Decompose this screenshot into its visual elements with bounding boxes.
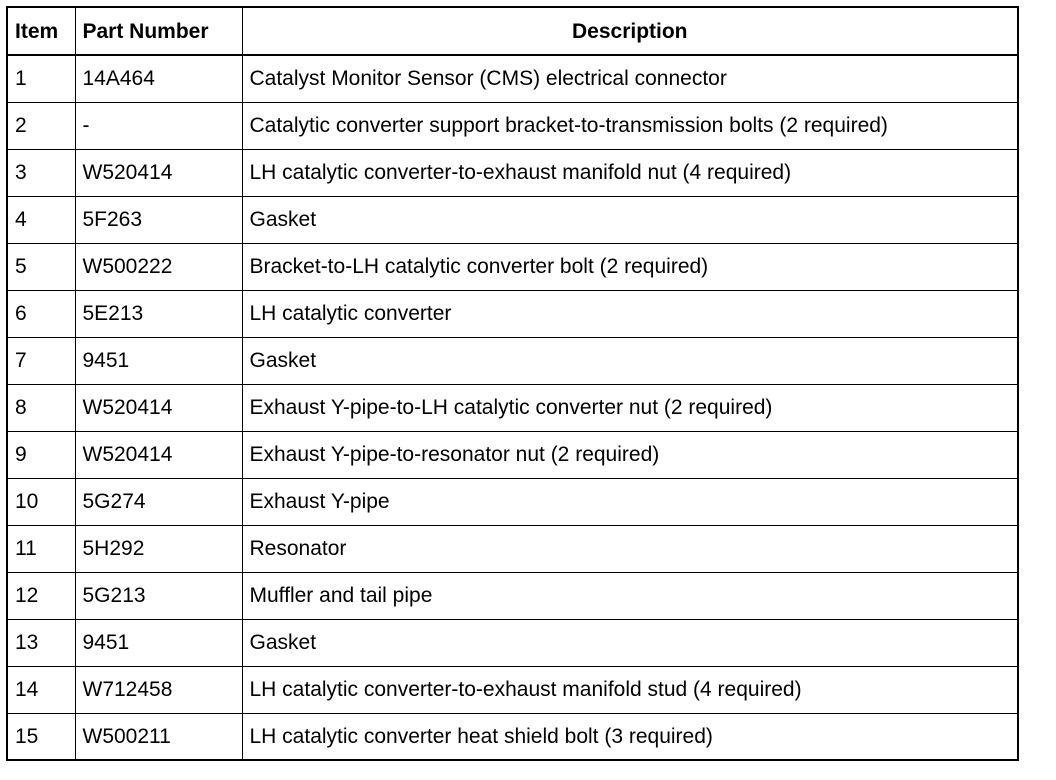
parts-table bbox=[6, 6, 1019, 761]
part-number-cell: 5G274 bbox=[75, 478, 242, 525]
part-number-cell: 5H292 bbox=[75, 525, 242, 572]
table-row bbox=[7, 290, 1018, 337]
table-row bbox=[7, 619, 1018, 666]
part-number-cell: 14A464 bbox=[75, 55, 242, 102]
item-cell: 10 bbox=[7, 478, 75, 525]
table-row bbox=[7, 572, 1018, 619]
table-body bbox=[7, 55, 1018, 760]
table-row bbox=[7, 666, 1018, 713]
description-cell: LH catalytic converter bbox=[242, 290, 1018, 337]
table-row bbox=[7, 149, 1018, 196]
part-number-cell: W520414 bbox=[75, 149, 242, 196]
table-row bbox=[7, 525, 1018, 572]
part-number-cell: 5G213 bbox=[75, 572, 242, 619]
description-cell: LH catalytic converter-to-exhaust manifold stud (4 required) bbox=[242, 666, 1018, 713]
part-number-cell: W500211 bbox=[75, 713, 242, 760]
item-cell: 2 bbox=[7, 102, 75, 149]
item-cell: 3 bbox=[7, 149, 75, 196]
table-header-row bbox=[7, 7, 1018, 55]
item-cell: 4 bbox=[7, 196, 75, 243]
description-cell: LH catalytic converter heat shield bolt (3 required) bbox=[242, 713, 1018, 760]
item-cell: 7 bbox=[7, 337, 75, 384]
table-row bbox=[7, 713, 1018, 760]
table-row bbox=[7, 102, 1018, 149]
part-number-cell: 9451 bbox=[75, 619, 242, 666]
table-row bbox=[7, 431, 1018, 478]
description-cell: Exhaust Y-pipe-to-resonator nut (2 required) bbox=[242, 431, 1018, 478]
description-cell: LH catalytic converter-to-exhaust manifold nut (4 required) bbox=[242, 149, 1018, 196]
description-cell: Exhaust Y-pipe bbox=[242, 478, 1018, 525]
part-number-cell: 9451 bbox=[75, 337, 242, 384]
description-cell: Gasket bbox=[242, 337, 1018, 384]
part-number-cell: W500222 bbox=[75, 243, 242, 290]
table-row bbox=[7, 55, 1018, 102]
description-cell: Gasket bbox=[242, 196, 1018, 243]
item-cell: 13 bbox=[7, 619, 75, 666]
description-cell: Gasket bbox=[242, 619, 1018, 666]
table-row bbox=[7, 196, 1018, 243]
item-cell: 8 bbox=[7, 384, 75, 431]
column-header-description: Description bbox=[242, 7, 1018, 55]
column-header-part-number: Part Number bbox=[75, 7, 242, 55]
item-cell: 1 bbox=[7, 55, 75, 102]
part-number-cell: - bbox=[75, 102, 242, 149]
part-number-cell: W520414 bbox=[75, 384, 242, 431]
table-row bbox=[7, 243, 1018, 290]
part-number-cell: W520414 bbox=[75, 431, 242, 478]
item-cell: 5 bbox=[7, 243, 75, 290]
part-number-cell: W712458 bbox=[75, 666, 242, 713]
item-cell: 12 bbox=[7, 572, 75, 619]
column-header-item: Item bbox=[7, 7, 75, 55]
part-number-cell: 5E213 bbox=[75, 290, 242, 337]
part-number-cell: 5F263 bbox=[75, 196, 242, 243]
description-cell: Catalyst Monitor Sensor (CMS) electrical connector bbox=[242, 55, 1018, 102]
item-cell: 6 bbox=[7, 290, 75, 337]
table-row bbox=[7, 384, 1018, 431]
description-cell: Resonator bbox=[242, 525, 1018, 572]
item-cell: 11 bbox=[7, 525, 75, 572]
description-cell: Catalytic converter support bracket-to-transmission bolts (2 required) bbox=[242, 102, 1018, 149]
item-cell: 15 bbox=[7, 713, 75, 760]
description-cell: Muffler and tail pipe bbox=[242, 572, 1018, 619]
table-row bbox=[7, 478, 1018, 525]
table-row bbox=[7, 337, 1018, 384]
item-cell: 14 bbox=[7, 666, 75, 713]
description-cell: Bracket-to-LH catalytic converter bolt (2 required) bbox=[242, 243, 1018, 290]
description-cell: Exhaust Y-pipe-to-LH catalytic converter nut (2 required) bbox=[242, 384, 1018, 431]
item-cell: 9 bbox=[7, 431, 75, 478]
